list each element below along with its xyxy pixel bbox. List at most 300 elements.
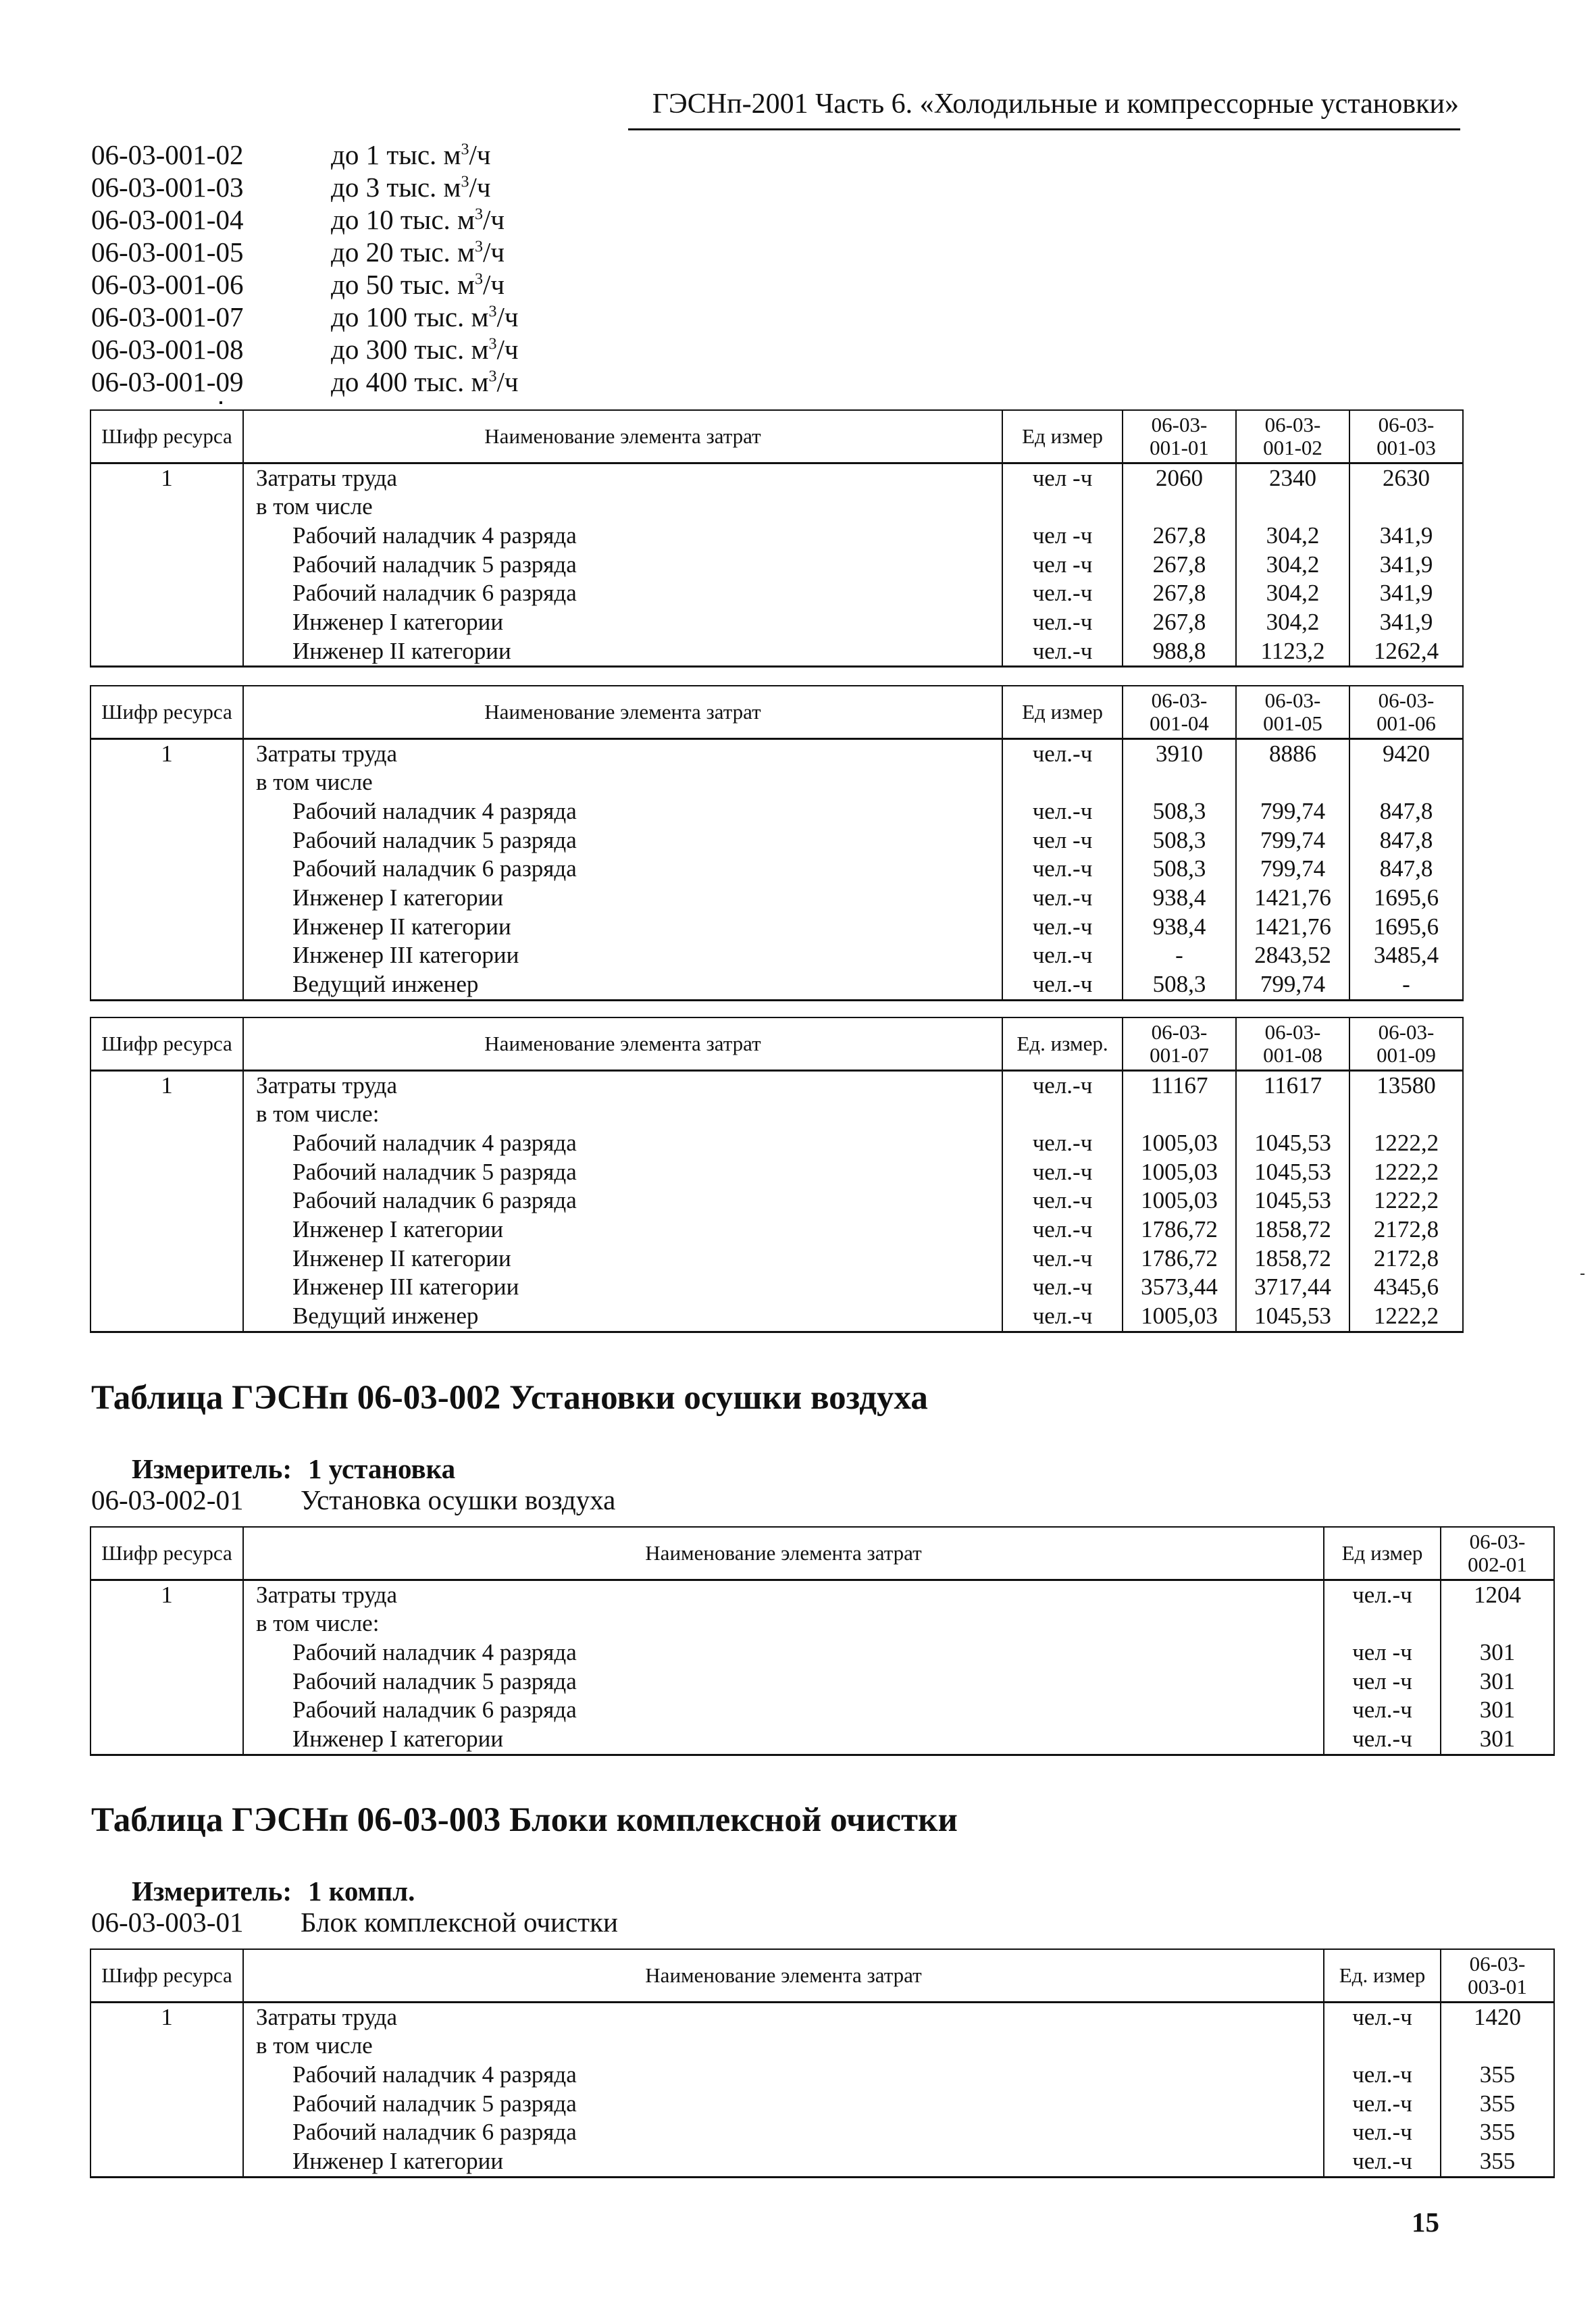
cell-value: 2843,52 (1236, 941, 1349, 970)
code-list-name-sup: 3 (474, 270, 483, 288)
cell-unit: чел.-ч (1324, 1725, 1441, 1755)
cell-value: 3485,4 (1349, 941, 1463, 970)
cell-value: 1222,2 (1349, 1302, 1463, 1332)
cell-code (91, 1667, 243, 1696)
cost-table-2 (90, 685, 1464, 1001)
cell-value: 1222,2 (1349, 1158, 1463, 1187)
cell-unit: чел.-ч (1002, 884, 1123, 913)
cell-code (91, 2090, 243, 2119)
cell-unit: чел.-ч (1002, 797, 1123, 826)
cell-code (91, 855, 243, 884)
cell-value: 8886 (1236, 738, 1349, 768)
cell-value: 301 (1441, 1725, 1554, 1755)
header-col-code (1236, 1017, 1349, 1070)
table-row (91, 884, 1463, 913)
code-list (91, 139, 518, 398)
cell-value: 355 (1441, 2118, 1554, 2147)
table-row (91, 797, 1463, 826)
cell-name: Рабочий наладчик 4 разряда (243, 797, 1002, 826)
cell-value: 508,3 (1123, 970, 1236, 1000)
code-list-item (91, 139, 518, 171)
code-list-name-prefix: до 1 тыс. м (331, 139, 461, 170)
cost-table-5 (90, 1948, 1555, 2178)
header-col-code (1441, 1949, 1554, 2002)
cell-value (1123, 768, 1236, 797)
running-header (628, 88, 1459, 120)
cell-unit: чел.-ч (1324, 2147, 1441, 2177)
cell-code: 1 (91, 1580, 243, 1609)
item-name: Установка осушки воздуха (301, 1484, 616, 1515)
cell-unit: чел.-ч (1324, 2002, 1441, 2032)
cell-unit: чел.-ч (1002, 1158, 1123, 1187)
table-row (91, 608, 1463, 637)
code-list-item (91, 366, 518, 398)
cell-name: Инженер II категории (243, 913, 1002, 942)
cell-unit: чел -ч (1324, 1667, 1441, 1696)
cell-value: 799,74 (1236, 797, 1349, 826)
code-list-item (91, 333, 518, 366)
table-row (91, 1638, 1554, 1667)
cell-value: 1222,2 (1349, 1129, 1463, 1158)
header-col-code-line: 06-03- (1151, 412, 1208, 436)
cell-unit: чел -ч (1002, 551, 1123, 580)
cell-code (91, 579, 243, 608)
cell-code (91, 2061, 243, 2090)
cell-value: 1420 (1441, 2002, 1554, 2032)
code-list-name-sup: 3 (488, 368, 497, 386)
table-row (91, 913, 1463, 942)
code-list-name-suffix: /ч (482, 204, 505, 235)
cell-value: 341,9 (1349, 522, 1463, 551)
meter-06-03-002 (132, 1453, 455, 1485)
item-name: Блок комплексной очистки (301, 1907, 618, 1938)
cell-name: в том числе (243, 2032, 1324, 2061)
cell-value (1349, 768, 1463, 797)
cell-value: 2172,8 (1349, 1215, 1463, 1244)
cell-value: 2060 (1123, 463, 1236, 493)
cell-code (91, 2147, 243, 2177)
code-list-item (91, 203, 518, 236)
header-row (91, 1017, 1463, 1070)
item-code: 06-03-002-01 (91, 1484, 244, 1515)
cell-code (91, 1273, 243, 1302)
cell-name: Инженер I категории (243, 1725, 1324, 1755)
code-list-item (91, 301, 518, 333)
cell-value: 988,8 (1123, 637, 1236, 667)
code-list-name (331, 268, 505, 301)
cell-unit (1324, 2032, 1441, 2061)
header-col-code-line: 001-04 (1150, 711, 1209, 735)
cell-value: 1045,53 (1236, 1302, 1349, 1332)
cell-unit: чел.-ч (1324, 2061, 1441, 2090)
cell-value: 847,8 (1349, 797, 1463, 826)
cell-unit: чел.-ч (1002, 970, 1123, 1000)
header-col-code-line: 06-03- (1151, 1020, 1208, 1044)
cell-code (91, 970, 243, 1000)
table-row (91, 2002, 1554, 2032)
cell-unit: чел.-ч (1002, 738, 1123, 768)
cell-value: 2340 (1236, 463, 1349, 493)
code-list-name (331, 171, 490, 203)
cell-value (1349, 1100, 1463, 1129)
page-number: 15 (1412, 2207, 1439, 2238)
cell-value: 938,4 (1123, 913, 1236, 942)
header-code: Шифр ресурса (91, 1949, 243, 2002)
cell-value: 508,3 (1123, 826, 1236, 855)
header-name: Наименование элемента затрат (243, 1949, 1324, 2002)
cell-value: 1005,03 (1123, 1129, 1236, 1158)
meter-value: 1 установка (308, 1453, 456, 1484)
scan-speck (220, 401, 222, 404)
cell-value: 1005,03 (1123, 1186, 1236, 1215)
cell-value: 301 (1441, 1638, 1554, 1667)
header-col-code-line: 001-03 (1376, 435, 1436, 459)
header-col-code-line: 06-03- (1378, 1020, 1435, 1044)
cell-value: 355 (1441, 2090, 1554, 2119)
cell-unit: чел.-ч (1002, 579, 1123, 608)
cell-code (91, 1725, 243, 1755)
table-row (91, 2118, 1554, 2147)
cell-value: 1262,4 (1349, 637, 1463, 667)
table-row (91, 2090, 1554, 2119)
cell-unit: чел.-ч (1002, 1186, 1123, 1215)
cell-value: 1786,72 (1123, 1215, 1236, 1244)
cell-value: 304,2 (1236, 551, 1349, 580)
cell-name: Инженер I категории (243, 2147, 1324, 2177)
table-row (91, 1186, 1463, 1215)
code-list-name (331, 301, 518, 333)
cell-value: 1222,2 (1349, 1186, 1463, 1215)
cell-name: Затраты труда (243, 463, 1002, 493)
cell-value: 3573,44 (1123, 1273, 1236, 1302)
cell-name: Рабочий наладчик 4 разряда (243, 1638, 1324, 1667)
cell-unit: чел.-ч (1002, 1302, 1123, 1332)
code-list-name-prefix: до 300 тыс. м (331, 334, 489, 365)
cell-code (91, 826, 243, 855)
cell-value: 1045,53 (1236, 1129, 1349, 1158)
code-list-name-suffix: /ч (482, 236, 505, 268)
code-list-name-prefix: до 10 тыс. м (331, 204, 475, 235)
cell-code (91, 1302, 243, 1332)
cost-table-1 (90, 409, 1464, 668)
cell-value: 847,8 (1349, 855, 1463, 884)
table-row (91, 1100, 1463, 1129)
code-list-code: 06-03-001-07 (91, 301, 244, 332)
code-list-name-suffix: /ч (496, 366, 519, 397)
header-col-code-line: 06-03- (1378, 412, 1435, 436)
cell-code (91, 1129, 243, 1158)
code-list-code: 06-03-001-02 (91, 139, 244, 170)
cell-unit: чел.-ч (1324, 2090, 1441, 2119)
cell-name: Инженер III категории (243, 941, 1002, 970)
meter-label: Измеритель: (132, 1876, 292, 1907)
cell-code (91, 2118, 243, 2147)
cell-name: Рабочий наладчик 5 разряда (243, 1667, 1324, 1696)
cell-value (1236, 768, 1349, 797)
cell-unit: чел.-ч (1002, 1215, 1123, 1244)
code-list-name-prefix: до 400 тыс. м (331, 366, 489, 397)
header-col-code-line: 002-01 (1468, 1552, 1527, 1576)
cell-name: Инженер I категории (243, 608, 1002, 637)
table-row (91, 1158, 1463, 1187)
cell-unit: чел.-ч (1002, 913, 1123, 942)
code-list-name-prefix: до 50 тыс. м (331, 269, 475, 300)
cell-code: 1 (91, 2002, 243, 2032)
code-list-item (91, 236, 518, 268)
meter-value: 1 компл. (308, 1876, 415, 1907)
header-row (91, 410, 1463, 463)
header-col-code (1123, 686, 1236, 738)
header-name: Наименование элемента затрат (243, 1017, 1002, 1070)
cell-value (1123, 1100, 1236, 1129)
header-col-code-line: 06-03- (1264, 1020, 1321, 1044)
header-name: Наименование элемента затрат (243, 686, 1002, 738)
cell-value (1441, 2032, 1554, 2061)
header-col-code-line: 001-09 (1376, 1042, 1436, 1067)
cell-value: 1123,2 (1236, 637, 1349, 667)
code-list-code: 06-03-001-08 (91, 334, 244, 365)
cell-value: 4345,6 (1349, 1273, 1463, 1302)
code-list-item (91, 171, 518, 203)
table-row (91, 941, 1463, 970)
header-col-code-line: 06-03- (1264, 688, 1321, 712)
header-unit: Ед. измер. (1002, 1017, 1123, 1070)
cell-name: Затраты труда (243, 1580, 1324, 1609)
cell-name: Рабочий наладчик 5 разряда (243, 826, 1002, 855)
table-row (91, 1302, 1463, 1332)
code-list-name-sup: 3 (461, 141, 469, 159)
cell-code (91, 1244, 243, 1274)
header-col-code-line: 003-01 (1468, 1974, 1527, 1998)
cell-value: 304,2 (1236, 608, 1349, 637)
cell-code: 1 (91, 738, 243, 768)
cell-value: 341,9 (1349, 579, 1463, 608)
cell-value: 1421,76 (1236, 913, 1349, 942)
cell-code (91, 1609, 243, 1638)
cell-name: Рабочий наладчик 6 разряда (243, 1696, 1324, 1725)
cell-value: 355 (1441, 2061, 1554, 2090)
cell-value: 799,74 (1236, 855, 1349, 884)
code-list-name (331, 366, 518, 398)
header-unit: Ед измер (1002, 686, 1123, 738)
cell-unit: чел.-ч (1002, 855, 1123, 884)
scan-speck (1580, 1274, 1585, 1275)
cell-unit: чел.-ч (1002, 1129, 1123, 1158)
cell-code (91, 797, 243, 826)
code-list-name-sup: 3 (474, 238, 483, 256)
table-row (91, 1273, 1463, 1302)
cell-name: Затраты труда (243, 738, 1002, 768)
header-code: Шифр ресурса (91, 1017, 243, 1070)
cell-unit (1002, 768, 1123, 797)
cell-value: 2630 (1349, 463, 1463, 493)
cell-value: 1786,72 (1123, 1244, 1236, 1274)
item-line-06-03-003-01 (91, 1906, 618, 1938)
table-row (91, 1215, 1463, 1244)
cell-value: 508,3 (1123, 797, 1236, 826)
table-row (91, 2061, 1554, 2090)
header-col-code (1236, 410, 1349, 463)
header-col-code-line: 001-02 (1263, 435, 1322, 459)
cell-name: в том числе (243, 768, 1002, 797)
cell-value: 1858,72 (1236, 1215, 1349, 1244)
cell-unit: чел.-ч (1324, 2118, 1441, 2147)
cell-value: 3717,44 (1236, 1273, 1349, 1302)
code-list-name-suffix: /ч (469, 172, 491, 203)
table-row (91, 463, 1463, 493)
cell-unit: чел.-ч (1002, 1244, 1123, 1274)
code-list-name-suffix: /ч (482, 269, 505, 300)
cost-table-3 (90, 1017, 1464, 1333)
cell-unit: чел.-ч (1002, 1070, 1123, 1100)
table-row (91, 551, 1463, 580)
header-unit: Ед измер (1324, 1527, 1441, 1580)
table-row (91, 637, 1463, 667)
cell-code: 1 (91, 1070, 243, 1100)
header-col-code-line: 06-03- (1469, 1529, 1526, 1553)
cell-value: 267,8 (1123, 608, 1236, 637)
header-col-code-line: 001-01 (1150, 435, 1209, 459)
table-row (91, 1580, 1554, 1609)
cell-value: 267,8 (1123, 522, 1236, 551)
cell-code (91, 551, 243, 580)
cell-name: Рабочий наладчик 6 разряда (243, 1186, 1002, 1215)
running-header-title: ГЭСНп-2001 Часть 6. «Холодильные и компрессорные установки» (652, 89, 1459, 120)
cell-unit: чел -ч (1002, 463, 1123, 493)
code-list-code: 06-03-001-05 (91, 236, 244, 268)
cell-value: 799,74 (1236, 826, 1349, 855)
cell-code (91, 1186, 243, 1215)
table-row (91, 1244, 1463, 1274)
code-list-item (91, 268, 518, 301)
header-code: Шифр ресурса (91, 686, 243, 738)
header-code: Шифр ресурса (91, 1527, 243, 1580)
cell-code (91, 768, 243, 797)
cell-name: Инженер II категории (243, 1244, 1002, 1274)
meter-label: Измеритель: (132, 1453, 292, 1484)
cell-name: Рабочий наладчик 4 разряда (243, 2061, 1324, 2090)
cell-value: 799,74 (1236, 970, 1349, 1000)
table-row (91, 826, 1463, 855)
header-col-code-line: 06-03- (1151, 688, 1208, 712)
item-code: 06-03-003-01 (91, 1907, 244, 1938)
cell-name: Рабочий наладчик 6 разряда (243, 855, 1002, 884)
code-list-name (331, 139, 490, 171)
cell-name: Рабочий наладчик 6 разряда (243, 579, 1002, 608)
cell-name: Рабочий наладчик 5 разряда (243, 551, 1002, 580)
cell-name: в том числе: (243, 1609, 1324, 1638)
meter-06-03-003 (132, 1875, 415, 1907)
header-col-code-line: 06-03- (1469, 1951, 1526, 1976)
code-list-code: 06-03-001-04 (91, 204, 244, 235)
cell-unit: чел -ч (1324, 1638, 1441, 1667)
cell-code (91, 522, 243, 551)
cell-value: 2172,8 (1349, 1244, 1463, 1274)
table-row (91, 2032, 1554, 2061)
header-col-code (1123, 1017, 1236, 1070)
cell-code (91, 913, 243, 942)
cell-value: 304,2 (1236, 522, 1349, 551)
table-row (91, 1129, 1463, 1158)
table-row (91, 1696, 1554, 1725)
cell-code (91, 884, 243, 913)
table-row (91, 768, 1463, 797)
table-row (91, 970, 1463, 1000)
code-list-name-prefix: до 100 тыс. м (331, 301, 489, 332)
header-unit: Ед. измер (1324, 1949, 1441, 2002)
header-rule (628, 128, 1460, 130)
header-col-code (1349, 410, 1463, 463)
section-title-06-03-003: Таблица ГЭСНп 06-03-003 Блоки комплексной очистки (91, 1801, 958, 1839)
cell-name: Инженер III категории (243, 1273, 1002, 1302)
cell-value: 355 (1441, 2147, 1554, 2177)
code-list-name-suffix: /ч (496, 301, 519, 332)
cell-code (91, 608, 243, 637)
section-title-06-03-002: Таблица ГЭСНп 06-03-002 Установки осушки воздуха (91, 1379, 928, 1417)
cell-value: 11167 (1123, 1070, 1236, 1100)
cell-name: Рабочий наладчик 5 разряда (243, 1158, 1002, 1187)
cell-value: 1204 (1441, 1580, 1554, 1609)
cell-value: 847,8 (1349, 826, 1463, 855)
cell-value: 301 (1441, 1667, 1554, 1696)
code-list-name-sup: 3 (488, 303, 497, 321)
cell-name: Рабочий наладчик 4 разряда (243, 522, 1002, 551)
code-list-name-sup: 3 (474, 205, 483, 224)
cell-value (1441, 1609, 1554, 1638)
header-col-code-line: 06-03- (1264, 412, 1321, 436)
cell-value: 341,9 (1349, 608, 1463, 637)
cell-value: 267,8 (1123, 551, 1236, 580)
header-row (91, 1949, 1554, 2002)
cell-value: 1005,03 (1123, 1158, 1236, 1187)
header-col-code-line: 001-05 (1263, 711, 1322, 735)
header-col-code (1236, 686, 1349, 738)
cell-code (91, 941, 243, 970)
cell-value: - (1349, 970, 1463, 1000)
cell-name: Затраты труда (243, 2002, 1324, 2032)
header-col-code-line: 001-06 (1376, 711, 1436, 735)
cell-unit: чел.-ч (1324, 1696, 1441, 1725)
cell-value: 11617 (1236, 1070, 1349, 1100)
cell-name: Инженер I категории (243, 1215, 1002, 1244)
cell-code (91, 493, 243, 522)
code-list-name-prefix: до 20 тыс. м (331, 236, 475, 268)
cell-unit: чел.-ч (1002, 1273, 1123, 1302)
table-row (91, 522, 1463, 551)
table-row (91, 579, 1463, 608)
table-row (91, 1070, 1463, 1100)
code-list-name-suffix: /ч (469, 139, 491, 170)
table-row (91, 493, 1463, 522)
cell-value (1123, 493, 1236, 522)
cell-value: 1421,76 (1236, 884, 1349, 913)
header-col-code-line: 001-07 (1150, 1042, 1209, 1067)
cell-value: 1695,6 (1349, 884, 1463, 913)
cell-code (91, 2032, 243, 2061)
cell-code (91, 1638, 243, 1667)
cell-name: Рабочий наладчик 6 разряда (243, 2118, 1324, 2147)
cell-value: 341,9 (1349, 551, 1463, 580)
cell-value (1236, 1100, 1349, 1129)
header-code: Шифр ресурса (91, 410, 243, 463)
table-row (91, 2147, 1554, 2177)
cell-value: 9420 (1349, 738, 1463, 768)
cell-unit: чел -ч (1002, 522, 1123, 551)
cell-value: 301 (1441, 1696, 1554, 1725)
cell-value: 1045,53 (1236, 1186, 1349, 1215)
header-row (91, 686, 1463, 738)
cost-table-4 (90, 1526, 1555, 1756)
